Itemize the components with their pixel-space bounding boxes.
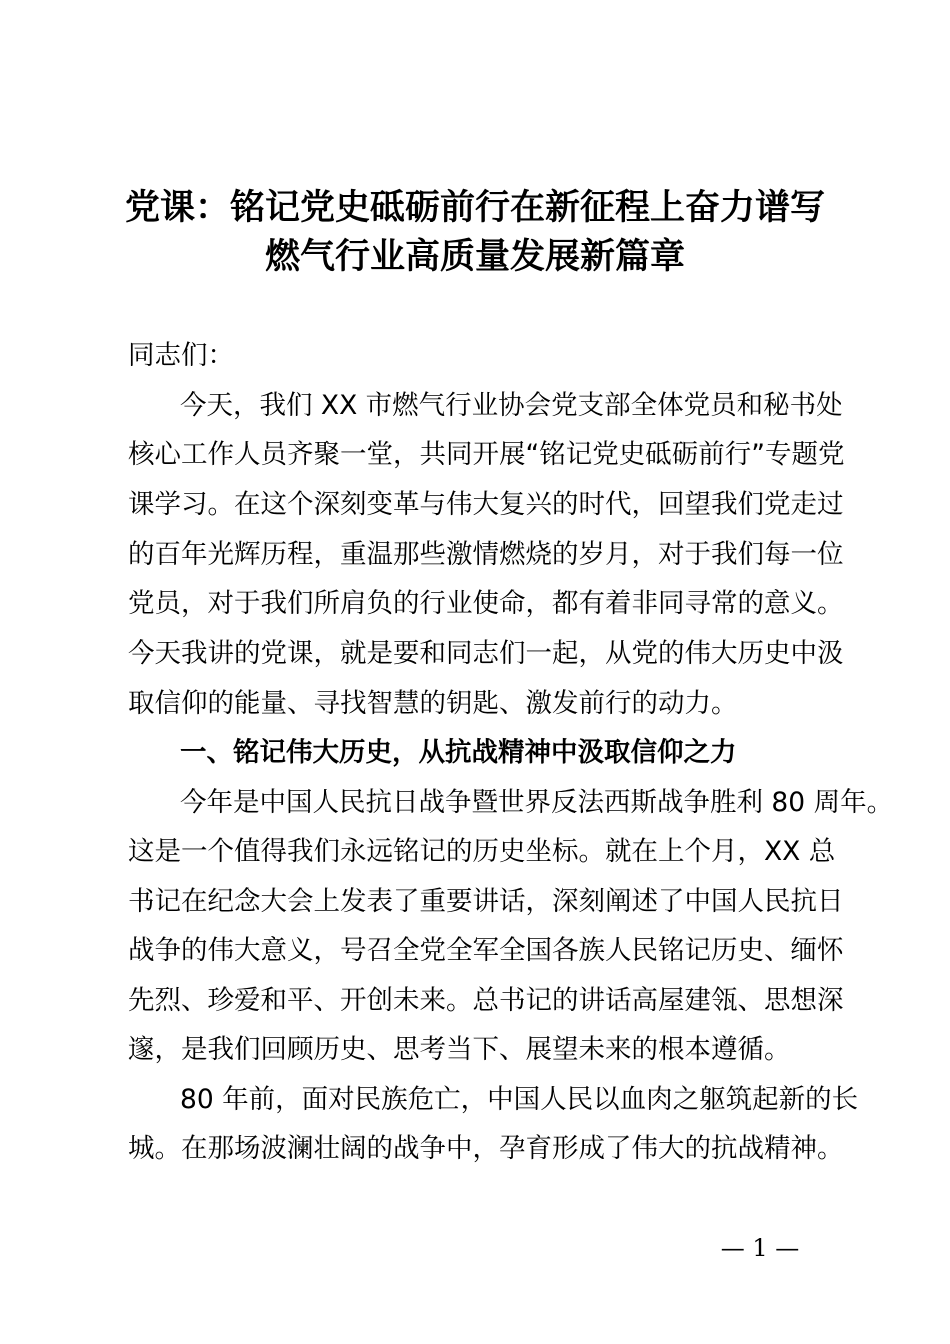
document-title-line-2: 燃气行业高质量发展新篇章 [264, 237, 685, 277]
paragraph-line: 的百年光辉历程，重温那些激情燃烧的岁月，对于我们每一位 [128, 539, 844, 570]
paragraph-line: 这是一个值得我们永远铭记的历史坐标。就在上个月，XX 总 [128, 836, 836, 867]
paragraph-line: 城。在那场波澜壮阔的战争中，孕育形成了伟大的抗战精神。 [128, 1133, 844, 1164]
paragraph-line: 书记在纪念大会上发表了重要讲话，深刻阐述了中国人民抗日 [128, 886, 844, 917]
paragraph-line: 先烈、珍爱和平、开创未来。总书记的讲话高屋建瓴、思想深 [128, 985, 844, 1016]
paragraph-line: 战争的伟大意义，号召全党全军全国各族人民铭记历史、缅怀 [128, 935, 844, 966]
salutation: 同志们： [128, 340, 234, 371]
paragraph-line: 课学习。在这个深刻变革与伟大复兴的时代，回望我们党走过 [128, 489, 844, 520]
paragraph-line: 80 年前，面对民族危亡，中国人民以血肉之躯筑起新的长 [180, 1084, 859, 1115]
paragraph-line: 取信仰的能量、寻找智慧的钥匙、激发前行的动力。 [128, 688, 738, 719]
paragraph-line: 今天我讲的党课，就是要和同志们一起，从党的伟大历史中汲 [128, 638, 844, 669]
paragraph-line: 邃，是我们回顾历史、思考当下、展望未来的根本遵循。 [128, 1034, 791, 1065]
paragraph-line: 党员，对于我们所肩负的行业使命，都有着非同寻常的意义。 [128, 588, 844, 619]
paragraph-line: 核心工作人员齐聚一堂，共同开展“铭记党史砥砺前行”专题党 [128, 439, 845, 470]
paragraph-line: 今天，我们 XX 市燃气行业协会党支部全体党员和秘书处 [180, 390, 843, 421]
paragraph-line: 今年是中国人民抗日战争暨世界反法西斯战争胜利 80 周年。 [180, 787, 894, 818]
page-number: — 1 — [720, 1234, 800, 1262]
section-heading: 一、铭记伟大历史，从抗战精神中汲取信仰之力 [180, 737, 737, 768]
document-title-line-1: 党课：铭记党史砥砺前行在新征程上奋力谱写 [124, 188, 825, 228]
